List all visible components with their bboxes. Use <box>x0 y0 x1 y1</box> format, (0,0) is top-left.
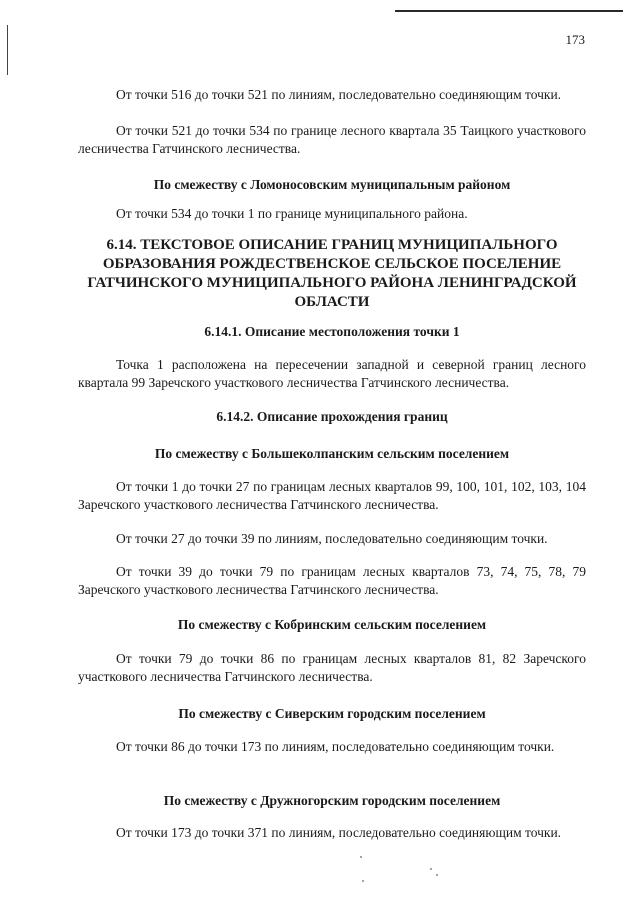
scan-speck <box>436 874 438 876</box>
heading-lomonosov: По смежеству с Ломоносовским муниципальным районом <box>153 177 511 192</box>
heading-bolshekolpanskoe: По смежеству с Большеколпанским сельским поселением <box>154 446 510 461</box>
scan-speck <box>430 868 432 870</box>
scan-margin-mark <box>7 25 8 75</box>
paragraph-86-173: От точки 86 до точки 173 по линиям, последовательно соединяющим точки. <box>116 739 555 754</box>
section-title-6-14: 6.14. ТЕКСТОВОЕ ОПИСАНИЕ ГРАНИЦ МУНИЦИПАЛЬНОГО ОБРАЗОВАНИЯ РОЖДЕСТВЕНСКОЕ СЕЛЬСКОЕ ПОСЕЛЕНИЕ ГАТЧИНСКОГО МУНИЦИПАЛЬНОГО РАЙОНА ЛЕНИНГРАДСКОЙ ОБЛАСТИ <box>87 237 577 310</box>
paragraph-534-1: От точки 534 до точки 1 по границе муниципального района. <box>116 206 468 221</box>
paragraph-1-27: От точки 1 до точки 27 по границам лесных кварталов 99, 100, 101, 102, 103, 104 Заречского участкового лесничества Гатчинского лесничества. <box>78 479 586 512</box>
paragraph-79-86: От точки 79 до точки 86 по границам лесных кварталов 81, 82 Заречского участкового лесничества Гатчинского лесничества. <box>78 651 586 684</box>
paragraph-516-521: От точки 516 до точки 521 по линиям, последовательно соединяющим точки. <box>116 87 562 102</box>
paragraph-point-1: Точка 1 расположена на пересечении западной и северной границ лесного квартала 99 Заречского участкового лесничества Гатчинского лесничества. <box>78 357 586 390</box>
paragraph-173-371: От точки 173 до точки 371 по линиям, последовательно соединяющим точки. <box>116 825 562 840</box>
heading-kobrinskoe: По смежеству с Кобринским сельским поселением <box>177 617 487 632</box>
heading-siverskoe: По смежеству с Сиверским городским поселением <box>178 706 486 721</box>
scan-speck <box>362 880 364 882</box>
heading-6-14-2: 6.14.2. Описание прохождения границ <box>216 409 448 424</box>
paragraph-521-534: От точки 521 до точки 534 по границе лесного квартала 35 Таицкого участкового лесничества Гатчинского лесничества. <box>78 123 586 156</box>
heading-6-14-1: 6.14.1. Описание местоположения точки 1 <box>204 324 460 339</box>
paragraph-27-39: От точки 27 до точки 39 по линиям, последовательно соединяющим точки. <box>116 531 548 546</box>
page-number: 173 <box>565 32 585 47</box>
scan-speck <box>360 856 362 858</box>
heading-druzhnogorskoe: По смежеству с Дружногорским городским поселением <box>163 793 501 808</box>
paragraph-39-79: От точки 39 до точки 79 по границам лесных кварталов 73, 74, 75, 78, 79 Заречского участкового лесничества Гатчинского лесничества. <box>78 564 586 597</box>
header-rule <box>395 10 623 12</box>
